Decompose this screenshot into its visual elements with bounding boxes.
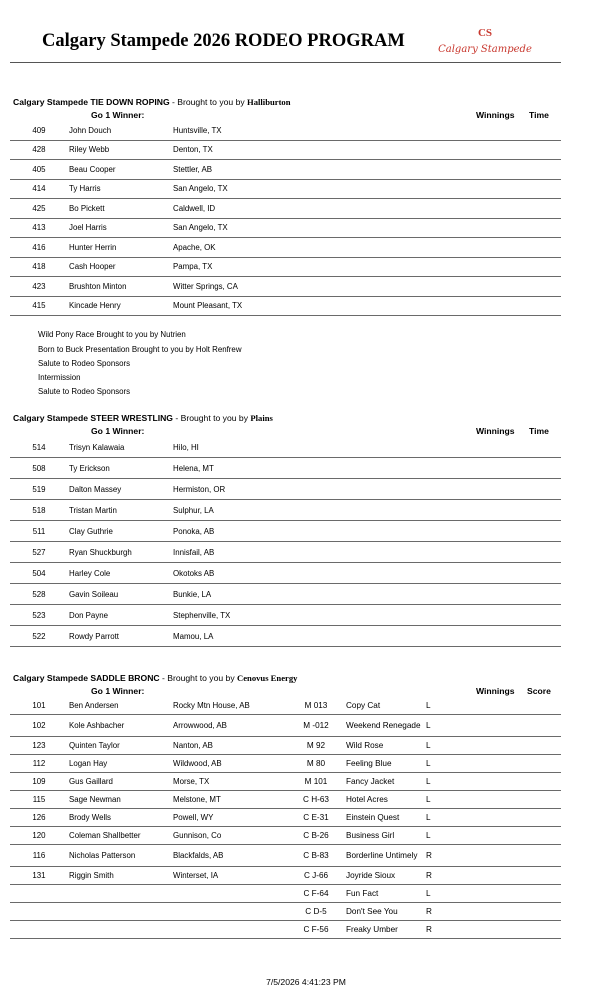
contestant-number: 423 (32, 281, 46, 291)
contestant-name: Bo Pickett (69, 203, 105, 213)
table-row (10, 697, 561, 715)
contestant-name: Trisyn Kalawaia (69, 442, 125, 452)
col-header-winnings: Winnings (476, 110, 515, 120)
contestant-number: 511 (32, 526, 46, 536)
col-header-time: Time (529, 110, 549, 120)
chute-side: R (426, 851, 432, 860)
stock-number: C H-63 (303, 795, 329, 804)
stock-number: M 80 (306, 759, 326, 768)
contestant-name: Harley Cole (69, 568, 111, 578)
table-row (10, 584, 561, 605)
contestant-name: Hunter Herrin (69, 242, 117, 252)
contestant-hometown: Melstone, MT (173, 795, 221, 804)
contestant-name: Clay Guthrie (69, 526, 113, 536)
contestant-hometown: Mount Pleasant, TX (173, 301, 243, 311)
chute-side: R (426, 925, 432, 934)
contestant-number: 416 (32, 242, 46, 252)
contestant-hometown: San Angelo, TX (173, 223, 228, 233)
contestant-hometown: Innisfail, AB (173, 547, 215, 557)
contestant-number: 112 (32, 759, 46, 768)
contestant-number: 523 (32, 610, 46, 620)
go-winner-label: Go 1 Winner: (91, 110, 145, 120)
interlude-intermission: Intermission (38, 373, 81, 382)
horse-name: Joyride Sioux (346, 870, 396, 880)
calgary-stampede-logo (438, 24, 532, 58)
contestant-name: Gavin Soileau (69, 589, 119, 599)
contestant-hometown: Huntsville, TX (173, 125, 222, 135)
contestant-name: Riley Webb (69, 145, 110, 155)
table-row (10, 921, 561, 939)
table-row (10, 867, 561, 885)
horse-name: Freaky Umber (346, 924, 398, 934)
contestant-name: Rowdy Parrott (69, 631, 119, 641)
horse-name: Einstein Quest (346, 812, 400, 822)
contestant-name: Gus Gaillard (69, 777, 113, 786)
header-divider (10, 62, 561, 63)
contestant-number: 115 (32, 795, 46, 804)
event-title-steer-wrestling (13, 413, 273, 423)
table-row (10, 885, 561, 903)
contestant-name: Quinten Taylor (69, 741, 120, 750)
contestant-number: 504 (32, 568, 46, 578)
col-header-winnings: Winnings (476, 686, 515, 696)
stock-number: M 92 (306, 741, 326, 750)
contestant-number: 415 (32, 301, 46, 311)
contestant-name: Ty Erickson (69, 463, 110, 473)
table-row (10, 755, 561, 773)
contestant-hometown: Blackfalds, AB (173, 851, 224, 860)
chute-side: L (426, 813, 431, 822)
contestant-number: 409 (32, 125, 46, 135)
contestant-name: Brushton Minton (69, 281, 127, 291)
chute-side: L (426, 741, 431, 750)
contestant-hometown: San Angelo, TX (173, 184, 228, 194)
table-row (10, 845, 561, 867)
table-row (10, 277, 561, 297)
sponsor-name: Plains (250, 413, 273, 423)
contestant-number: 123 (32, 741, 46, 750)
contestant-name: Ben Andersen (69, 701, 119, 710)
table-row (10, 141, 561, 161)
table-row (10, 809, 561, 827)
horse-name: Fancy Jacket (346, 776, 395, 786)
contestant-hometown: Morse, TX (173, 777, 210, 786)
contestant-name: Logan Hay (69, 759, 108, 768)
contestant-number: 116 (32, 851, 46, 860)
contestant-hometown: Hilo, HI (173, 442, 199, 452)
contestant-number: 102 (32, 721, 46, 730)
contestant-hometown: Hermiston, OR (173, 484, 226, 494)
table-row (10, 437, 561, 458)
contestant-name: Coleman Shallbetter (69, 831, 141, 840)
table-row (10, 521, 561, 542)
contestant-number: 120 (32, 831, 46, 840)
contestant-name: Ty Harris (69, 184, 101, 194)
contestant-hometown: Stettler, AB (173, 164, 213, 174)
contestant-number: 528 (32, 589, 46, 599)
contestant-number: 518 (32, 505, 46, 515)
contestant-hometown: Sulphur, LA (173, 505, 214, 515)
contestant-hometown: Nanton, AB (173, 741, 213, 750)
contestant-hometown: Rocky Mtn House, AB (173, 701, 250, 710)
interlude-salute-sponsors: Salute to Rodeo Sponsors (38, 359, 131, 368)
interlude-born-to-buck: Born to Buck Presentation Brought to you by Holt Renfrew (38, 345, 242, 354)
table-row (10, 180, 561, 200)
stock-number: C B-26 (303, 831, 329, 840)
chute-side: R (426, 907, 432, 916)
stock-number: C E-31 (303, 813, 329, 822)
svg-text:Calgary Stampede: Calgary Stampede (438, 44, 532, 55)
contestant-hometown: Okotoks AB (173, 568, 215, 578)
contestant-number: 405 (32, 164, 46, 174)
brought-by-label: - Brought to you by (172, 97, 245, 107)
table-row (10, 827, 561, 845)
contestant-number: 428 (32, 145, 46, 155)
go-winner-label: Go 1 Winner: (91, 426, 145, 436)
contestant-number: 522 (32, 631, 46, 641)
contestant-hometown: Ponoka, AB (173, 526, 215, 536)
contestant-number: 413 (32, 223, 46, 233)
chute-side: L (426, 889, 431, 898)
contestant-number: 101 (32, 701, 46, 710)
print-timestamp: 7/5/2026 4:41:23 PM (266, 977, 346, 987)
contestant-hometown: Powell, WY (173, 813, 214, 822)
stock-number: M -012 (303, 721, 329, 730)
contestant-hometown: Winterset, IA (173, 871, 219, 880)
table-row (10, 199, 561, 219)
contestant-hometown: Wildwood, AB (173, 759, 222, 768)
horse-name: Feeling Blue (346, 758, 392, 768)
col-header-winnings: Winnings (476, 426, 515, 436)
horse-name: Copy Cat (346, 700, 381, 710)
contestant-number: 527 (32, 547, 46, 557)
contestant-number (28, 885, 50, 902)
table-row (10, 626, 561, 647)
contestant-name: Cash Hooper (69, 262, 116, 272)
interlude-wild-pony-race: Wild Pony Race Brought to you by Nutrien (38, 330, 186, 339)
chute-side: L (426, 831, 431, 840)
contestant-name: Don Payne (69, 610, 109, 620)
table-row (10, 773, 561, 791)
stock-number: M 101 (304, 777, 328, 786)
contestant-name: Kole Ashbacher (69, 721, 125, 730)
horse-name: Fun Fact (346, 888, 379, 898)
contestant-number: 131 (32, 871, 46, 880)
stock-number: C D-5 (305, 907, 327, 916)
sponsor-name: Halliburton (247, 97, 291, 107)
contestant-number: 508 (32, 463, 46, 473)
contestant-name: Kincade Henry (69, 301, 121, 311)
event-name: Calgary Stampede SADDLE BRONC (13, 673, 160, 683)
contestant-name: Ryan Shuckburgh (69, 547, 132, 557)
chute-side: L (426, 759, 431, 768)
contestant-hometown: Apache, OK (173, 242, 216, 252)
event-name: Calgary Stampede STEER WRESTLING (13, 413, 173, 423)
chute-side: L (426, 721, 431, 730)
sponsor-name: Cenovus Energy (237, 673, 298, 683)
col-header-score: Score (527, 686, 551, 696)
horse-name: Borderline Untimely (346, 850, 418, 860)
table-row (10, 605, 561, 626)
svg-text:CS: CS (477, 27, 493, 39)
contestant-name: Brody Wells (69, 813, 111, 822)
contestant-name: Dalton Massey (69, 484, 122, 494)
table-row (10, 500, 561, 521)
table-row (10, 121, 561, 141)
contestant-number (28, 903, 50, 920)
brought-by-label: - Brought to you by (162, 673, 235, 683)
stock-number: M 013 (304, 701, 328, 710)
contestant-hometown: Caldwell, ID (173, 203, 216, 213)
contestant-name: Sage Newman (69, 795, 121, 804)
stock-number: C B-83 (303, 851, 329, 860)
stock-number: C F-64 (303, 889, 329, 898)
chute-side: L (426, 777, 431, 786)
col-header-time: Time (529, 426, 549, 436)
horse-name: Don't See You (346, 906, 398, 916)
contestant-number: 126 (32, 813, 46, 822)
contestant-number: 425 (32, 203, 46, 213)
contestant-hometown: Bunkie, LA (173, 589, 212, 599)
table-row (10, 737, 561, 755)
go-winner-label: Go 1 Winner: (91, 686, 145, 696)
horse-name: Business Girl (346, 830, 395, 840)
contestant-number: 418 (32, 262, 46, 272)
contestant-number: 519 (32, 484, 46, 494)
contestant-number: 514 (32, 442, 46, 452)
table-row (10, 903, 561, 921)
brought-by-label: - Brought to you by (175, 413, 248, 423)
table-row (10, 791, 561, 809)
stock-number: C J-66 (303, 871, 329, 880)
interlude-salute-sponsors-2: Salute to Rodeo Sponsors (38, 387, 131, 396)
contestant-hometown: Stephenville, TX (173, 610, 231, 620)
contestant-hometown: Denton, TX (173, 145, 213, 155)
contestant-name: Riggin Smith (69, 871, 114, 880)
table-row (10, 542, 561, 563)
contestant-name: Tristan Martin (69, 505, 117, 515)
chute-side: L (426, 701, 431, 710)
contestant-name: John Douch (69, 125, 112, 135)
contestant-number (28, 921, 50, 938)
table-row (10, 563, 561, 584)
table-row (10, 160, 561, 180)
contestant-hometown: Mamou, LA (173, 631, 214, 641)
table-row (10, 219, 561, 239)
contestant-number: 109 (32, 777, 46, 786)
chute-side: R (426, 871, 432, 880)
table-row (10, 715, 561, 737)
event-title-tie-down-roping (13, 97, 291, 107)
contestant-hometown: Helena, MT (173, 463, 214, 473)
horse-name: Hotel Acres (346, 794, 388, 804)
event-name: Calgary Stampede TIE DOWN ROPING (13, 97, 170, 107)
horse-name: Weekend Renegade (346, 720, 421, 730)
table-row (10, 258, 561, 278)
contestant-number: 414 (32, 184, 46, 194)
contestant-hometown: Gunnison, Co (173, 831, 222, 840)
table-row (10, 297, 561, 317)
chute-side: L (426, 795, 431, 804)
contestant-name: Nicholas Patterson (69, 851, 136, 860)
stock-number: C F-56 (303, 925, 329, 934)
contestant-name: Beau Cooper (69, 164, 116, 174)
horse-name: Wild Rose (346, 740, 384, 750)
table-row (10, 458, 561, 479)
contestant-hometown: Witter Springs, CA (173, 281, 238, 291)
table-row (10, 238, 561, 258)
contestant-name: Joel Harris (69, 223, 107, 233)
page-title: Calgary Stampede 2026 RODEO PROGRAM (42, 31, 405, 51)
event-title-saddle-bronc (13, 673, 297, 683)
contestant-hometown: Pampa, TX (173, 262, 213, 272)
table-row (10, 479, 561, 500)
contestant-hometown: Arrowwood, AB (173, 721, 227, 730)
